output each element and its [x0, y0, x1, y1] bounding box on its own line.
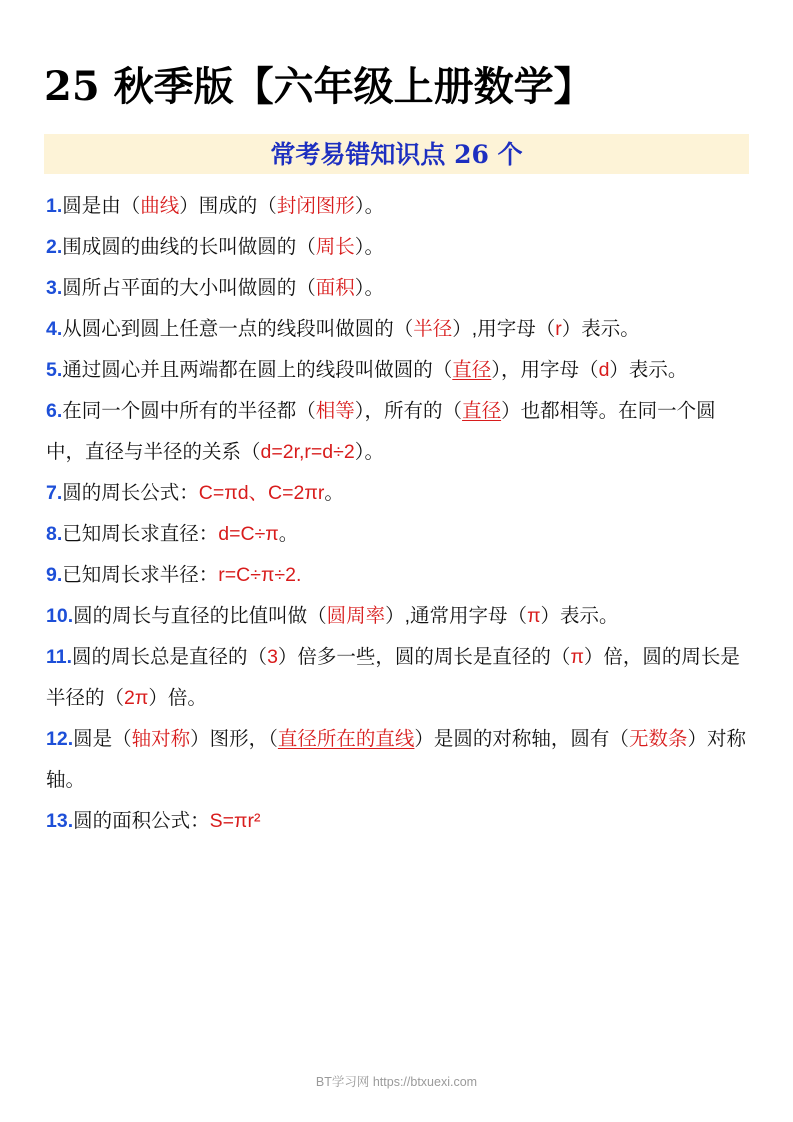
list-item-text: ）图形，（ [190, 728, 278, 750]
list-item-text: 通过圆心并且两端都在圆上的线段叫做圆的（ [62, 359, 453, 381]
list-item-text: ）表示。 [561, 318, 640, 340]
list-item [46, 555, 750, 596]
list-item [46, 309, 750, 350]
list-item-number: 13. [46, 810, 74, 832]
list-item-number: 4. [46, 318, 63, 340]
page-subtitle: 常考易错知识点 26 个 [270, 140, 523, 169]
list-item-text: 围成圆的曲线的长叫做圆的（ [62, 236, 316, 258]
list-item-number: 5. [46, 359, 63, 381]
list-item-text: ）是圆的对称轴，圆有（ [414, 728, 629, 750]
list-item-text: 。 [324, 482, 344, 504]
list-item-answer: C=πd、C=2πr [198, 482, 325, 504]
list-item-answer: 3 [267, 646, 278, 668]
list-item-number: 3. [46, 277, 63, 299]
list-item-text: ）表示。 [609, 359, 688, 381]
list-item-text: 从圆心到圆上任意一点的线段叫做圆的（ [62, 318, 414, 340]
list-item-text: 圆的面积公式： [73, 810, 210, 832]
list-item-text: 圆的周长公式： [62, 482, 199, 504]
list-item-answer: r=C÷π÷2. [218, 564, 302, 586]
list-item-text: ）。 [354, 277, 385, 299]
list-item [46, 801, 750, 842]
list-item-number: 9. [46, 564, 63, 586]
list-item-answer: 相等 [315, 400, 355, 422]
list-item-answer: d=C÷π [218, 523, 279, 545]
list-item-answer: 圆周率 [326, 605, 386, 627]
list-item [46, 473, 750, 514]
list-item-text: ）倍。 [148, 687, 207, 709]
list-item [46, 514, 750, 555]
list-item-text: ）围成的（ [179, 195, 277, 217]
list-item-answer: π [570, 646, 584, 668]
list-item-answer: 2π [124, 687, 149, 709]
list-item-answer: 无数条 [628, 728, 688, 750]
list-item-number: 1. [46, 195, 63, 217]
list-item [46, 350, 750, 391]
list-item-answer: d [598, 359, 610, 381]
list-item [46, 227, 750, 268]
list-item-text: 在同一个圆中所有的半径都（ [62, 400, 316, 422]
list-item-text: 圆的周长与直径的比值叫做（ [73, 605, 327, 627]
list-item-number: 8. [46, 523, 63, 545]
list-item-answer: 周长 [315, 236, 355, 258]
list-item-text: ），用字母（ [491, 359, 599, 381]
list-item [46, 637, 750, 719]
list-item-text: ）对称轴。 [46, 728, 746, 791]
page-title: 25 秋季版【六年级上册数学】 [44, 63, 594, 110]
list-item-answer: 封闭图形 [276, 195, 355, 217]
list-item [46, 268, 750, 309]
list-item-text: 。 [278, 523, 299, 545]
list-item-answer: 直径所在的直线 [277, 728, 415, 750]
list-item-text: 圆是由（ [62, 195, 141, 217]
list-item-text: 已知周长求直径： [62, 523, 219, 545]
list-item-text: ）倍多一些，圆的周长是直径的（ [277, 646, 571, 668]
list-item-text: ）。 [354, 236, 385, 258]
list-item-text: ）表示。 [540, 605, 619, 627]
list-item-text: ），所有的（ [354, 400, 463, 422]
list-item-text: 圆的周长总是直径的（ [72, 646, 268, 668]
list-item-number: 11. [46, 646, 73, 668]
list-item-number: 7. [46, 482, 63, 504]
list-item-text: ）倍，圆的周长是半径的（ [46, 646, 740, 709]
list-item-answer: r [555, 318, 562, 340]
list-item-text: ）。 [354, 441, 384, 463]
list-item-answer: S=πr² [209, 810, 261, 832]
list-item-number: 10. [46, 605, 74, 627]
list-item-text: ）,通常用字母（ [385, 605, 528, 627]
list-item [46, 391, 750, 473]
list-item-text: 已知周长求半径： [62, 564, 219, 586]
list-item-text: ）。 [354, 195, 385, 217]
knowledge-point-list [46, 186, 750, 842]
list-item-number: 12. [46, 728, 74, 750]
list-item-answer: 轴对称 [131, 728, 191, 750]
list-item-number: 6. [46, 400, 63, 422]
list-item-text: 圆是（ [73, 728, 132, 750]
footer-watermark: BT学习网 https://btxuexi.com [315, 1075, 478, 1089]
list-item-answer: 直径 [452, 359, 492, 381]
list-item-answer: d=2r,r=d÷2 [260, 441, 355, 463]
list-item-answer: π [527, 605, 541, 627]
list-item-text: ）也都相等。在同一个圆中，直径与半径的关系（ [46, 400, 716, 463]
list-item [46, 186, 750, 227]
list-item [46, 596, 750, 637]
list-item-text: ）,用字母（ [452, 318, 556, 340]
list-item [46, 719, 750, 801]
list-item-number: 2. [46, 236, 63, 258]
list-item-answer: 面积 [315, 277, 355, 299]
list-item-answer: 半径 [413, 318, 453, 340]
list-item-text: 圆所占平面的大小叫做圆的（ [62, 277, 316, 299]
list-item-answer: 直径 [462, 400, 502, 422]
list-item-answer: 曲线 [140, 195, 180, 217]
